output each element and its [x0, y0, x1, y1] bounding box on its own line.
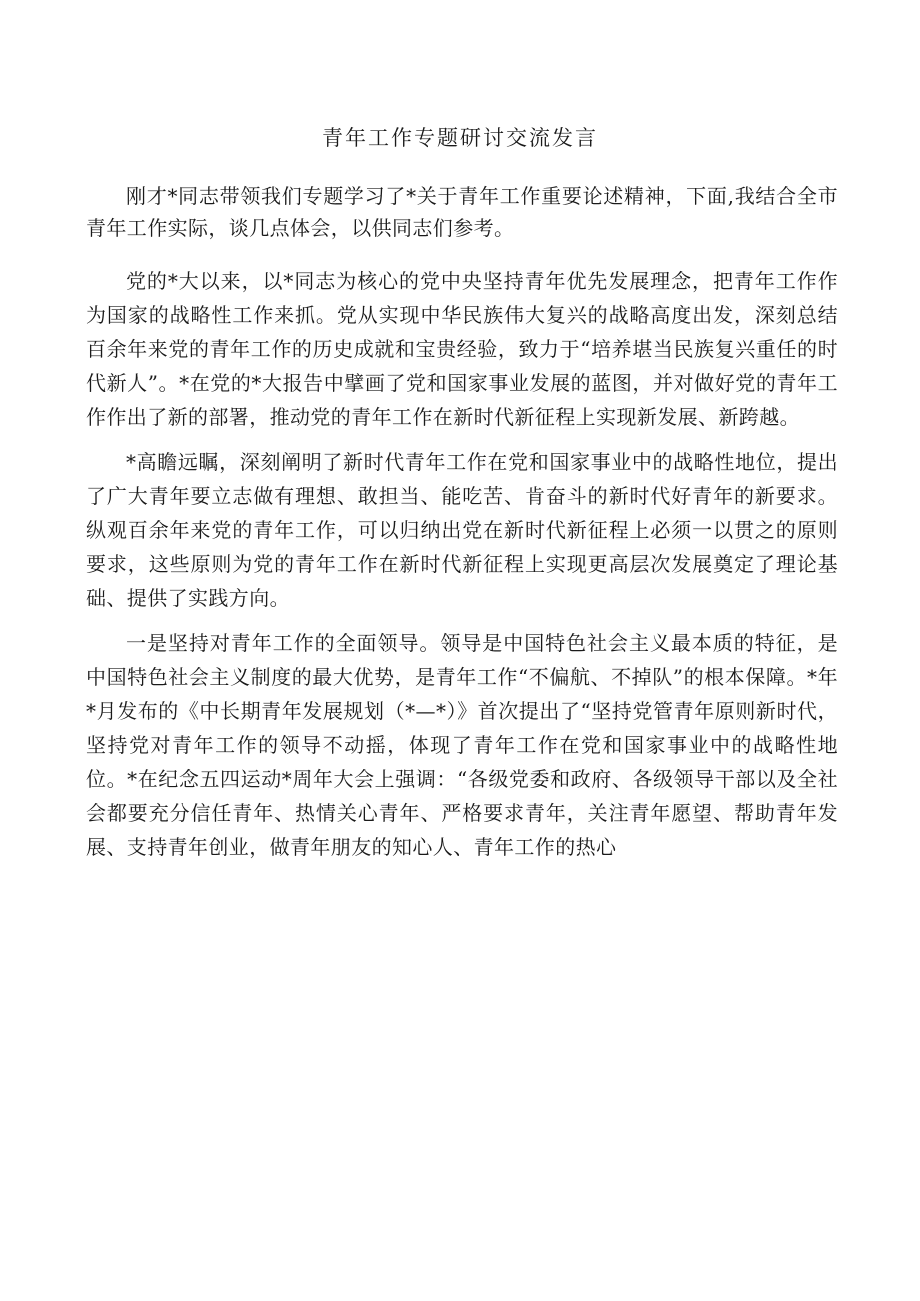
document-body: [86, 180, 838, 875]
paragraph-3: *高瞻远瞩，深刻阐明了新时代青年工作在党和国家事业中的战略性地位，提出了广大青年要立志做有理想、敢担当、能吃苦、肯奋斗的新时代好青年的新要求。纵观百余年来党的青年工作，可以归纳出党在新时代新征程上必须一以贯之的原则要求，这些原则为党的青年工作在新时代新征程上实现更高层次发展奠定了理论基础、提供了实践方向。: [86, 450, 838, 610]
paragraph-2: 党的*大以来，以*同志为核心的党中央坚持青年优先发展理念，把青年工作作为国家的战略性工作来抓。党从实现中华民族伟大复兴的战略高度出发，深刻总结百余年来党的青年工作的历史成就和宝贵经验，致力于“培养堪当民族复兴重任的时代新人”。*在党的*大报告中擘画了党和国家事业发展的蓝图，并对做好党的青年工作作出了新的部署，推动党的青年工作在新时代新征程上实现新发展、新跨越。: [86, 269, 838, 429]
paragraph-1: 刚才*同志带领我们专题学习了*关于青年工作重要论述精神，下面,我结合全市青年工作实际，谈几点体会，以供同志们参考。: [86, 184, 838, 240]
paragraph-4: 一是坚持对青年工作的全面领导。领导是中国特色社会主义最本质的特征，是中国特色社会主义制度的最大优势，是青年工作“不偏航、不掉队”的根本保障。*年*月发布的《中长期青年发展规划（*—*）》首次提出了“坚持党管青年原则新时代，坚持党对青年工作的领导不动摇，体现了青年工作在党和国家事业中的战略性地位。*在纪念五四运动*周年大会上强调：“各级党委和政府、各级领导干部以及全社会都要充分信任青年、热情关心青年、严格要求青年，关注青年愿望、帮助青年发展、支持青年创业，做青年朋友的知心人、青年工作的热心: [86, 631, 838, 859]
document-title: 青年工作专题研讨交流发言: [322, 126, 598, 150]
